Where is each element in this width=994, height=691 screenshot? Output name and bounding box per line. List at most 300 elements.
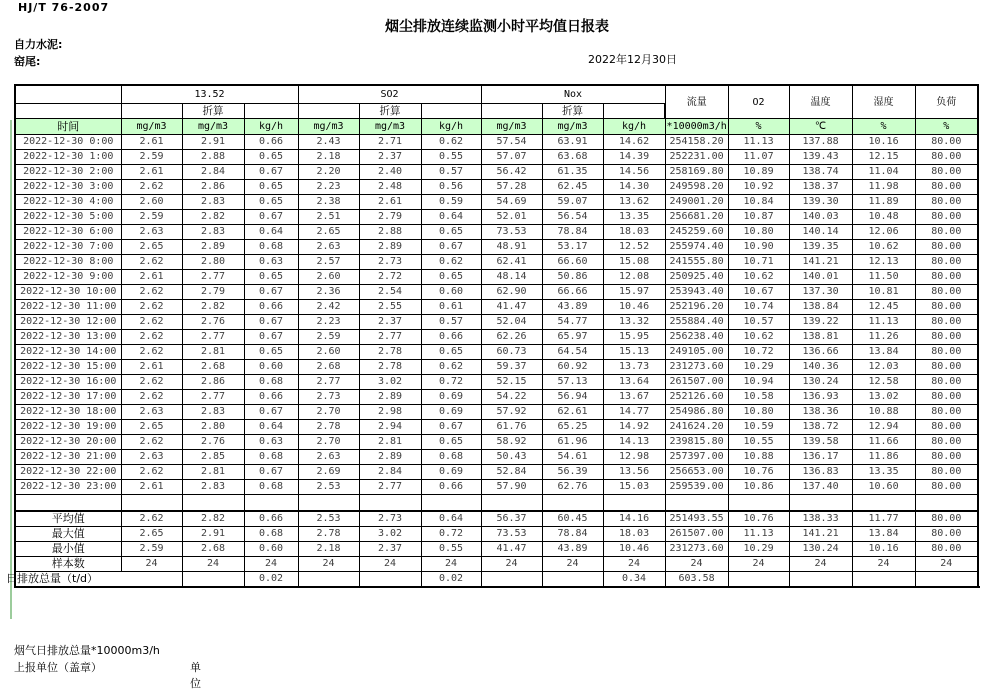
summary-value-cell: 10.16: [852, 541, 915, 556]
units-row: [15, 119, 978, 135]
summary-value-cell: 18.03: [603, 526, 665, 541]
value-cell: 258169.80: [665, 165, 728, 180]
value-cell: 41.47: [481, 300, 542, 315]
value-cell: 80.00: [915, 135, 978, 150]
value-cell: 13.56: [603, 465, 665, 480]
empty-cell: [481, 104, 542, 119]
value-cell: 259539.00: [665, 480, 728, 495]
value-cell: 0.67: [244, 210, 298, 225]
value-cell: 57.90: [481, 480, 542, 495]
unit-cell: *10000m3/h: [665, 119, 728, 135]
value-cell: 13.84: [852, 345, 915, 360]
value-cell: 2.57: [298, 255, 359, 270]
value-cell: 80.00: [915, 285, 978, 300]
value-cell: 2.61: [121, 135, 182, 150]
load-header: 负荷: [915, 85, 978, 119]
value-cell: 2.73: [359, 255, 421, 270]
summary-value-cell: 24: [665, 556, 728, 571]
empty-cell: [15, 104, 121, 119]
value-cell: 136.66: [789, 345, 852, 360]
value-cell: 53.17: [542, 240, 603, 255]
dust-converted-header: 折算: [182, 104, 244, 119]
value-cell: 2.72: [359, 270, 421, 285]
value-cell: 10.60: [852, 480, 915, 495]
value-cell: 11.98: [852, 180, 915, 195]
value-cell: 0.56: [421, 180, 481, 195]
value-cell: 54.69: [481, 195, 542, 210]
unit-cell: kg/h: [421, 119, 481, 135]
value-cell: 61.96: [542, 435, 603, 450]
value-cell: 2.61: [121, 480, 182, 495]
empty-cell: [603, 495, 665, 511]
value-cell: 80.00: [915, 195, 978, 210]
value-cell: 2.55: [359, 300, 421, 315]
value-cell: 2.62: [121, 390, 182, 405]
value-cell: 250925.40: [665, 270, 728, 285]
value-cell: 2.62: [121, 345, 182, 360]
value-cell: 137.30: [789, 285, 852, 300]
time-cell: 2022-12-30 18:00: [15, 405, 121, 420]
unit-label: 单位: [190, 661, 201, 690]
unit-cell: mg/m3: [481, 119, 542, 135]
value-cell: 62.26: [481, 330, 542, 345]
time-cell: 2022-12-30 2:00: [15, 165, 121, 180]
value-cell: 2.59: [121, 150, 182, 165]
summary-value-cell: 24: [603, 556, 665, 571]
time-cell: 2022-12-30 15:00: [15, 360, 121, 375]
value-cell: 2.83: [182, 480, 244, 495]
summary-value-cell: 41.47: [481, 541, 542, 556]
value-cell: 241555.80: [665, 255, 728, 270]
value-cell: 2.60: [121, 195, 182, 210]
o2-header: O2: [728, 85, 789, 119]
value-cell: 11.50: [852, 270, 915, 285]
value-cell: 0.55: [421, 150, 481, 165]
value-cell: 52.15: [481, 375, 542, 390]
value-cell: 141.21: [789, 255, 852, 270]
value-cell: 59.37: [481, 360, 542, 375]
summary-value-cell: 24: [121, 556, 182, 571]
empty-cell: [244, 495, 298, 511]
value-cell: 10.16: [852, 135, 915, 150]
value-cell: 253943.40: [665, 285, 728, 300]
empty-cell: [15, 495, 121, 511]
value-cell: 73.53: [481, 225, 542, 240]
value-cell: 14.62: [603, 135, 665, 150]
value-cell: 2.61: [121, 270, 182, 285]
daily-total-label: 日排放总量（t/d）: [15, 571, 182, 587]
value-cell: 2.23: [298, 315, 359, 330]
daily-total-cell: [298, 571, 359, 587]
time-cell: 2022-12-30 4:00: [15, 195, 121, 210]
time-cell: 2022-12-30 17:00: [15, 390, 121, 405]
value-cell: 139.58: [789, 435, 852, 450]
value-cell: 13.64: [603, 375, 665, 390]
value-cell: 255974.40: [665, 240, 728, 255]
value-cell: 0.66: [421, 330, 481, 345]
summary-value-cell: 60.45: [542, 511, 603, 527]
summary-value-cell: 2.78: [298, 526, 359, 541]
value-cell: 2.62: [121, 315, 182, 330]
value-cell: 14.77: [603, 405, 665, 420]
header-group-row: [15, 85, 978, 104]
value-cell: 64.54: [542, 345, 603, 360]
value-cell: 2.77: [359, 330, 421, 345]
value-cell: 2.63: [121, 405, 182, 420]
value-cell: 2.20: [298, 165, 359, 180]
summary-value-cell: 0.55: [421, 541, 481, 556]
value-cell: 137.40: [789, 480, 852, 495]
value-cell: 136.93: [789, 390, 852, 405]
value-cell: 139.43: [789, 150, 852, 165]
value-cell: 10.92: [728, 180, 789, 195]
value-cell: 2.62: [121, 180, 182, 195]
value-cell: 50.86: [542, 270, 603, 285]
time-header: 时间: [15, 119, 121, 135]
value-cell: 2.37: [359, 315, 421, 330]
value-cell: 63.91: [542, 135, 603, 150]
summary-value-cell: 24: [542, 556, 603, 571]
value-cell: 14.13: [603, 435, 665, 450]
value-cell: 10.80: [728, 225, 789, 240]
value-cell: 54.61: [542, 450, 603, 465]
unit-cell: %: [915, 119, 978, 135]
value-cell: 2.65: [121, 420, 182, 435]
summary-value-cell: 10.46: [603, 541, 665, 556]
value-cell: 2.84: [359, 465, 421, 480]
value-cell: 61.76: [481, 420, 542, 435]
value-cell: 61.35: [542, 165, 603, 180]
value-cell: 0.67: [244, 405, 298, 420]
summary-value-cell: 14.16: [603, 511, 665, 527]
value-cell: 10.94: [728, 375, 789, 390]
value-cell: 58.92: [481, 435, 542, 450]
value-cell: 10.57: [728, 315, 789, 330]
value-cell: 80.00: [915, 435, 978, 450]
summary-value-cell: 24: [244, 556, 298, 571]
value-cell: 14.92: [603, 420, 665, 435]
time-cell: 2022-12-30 3:00: [15, 180, 121, 195]
value-cell: 13.67: [603, 390, 665, 405]
value-cell: 2.62: [121, 465, 182, 480]
summary-label: 平均值: [15, 511, 121, 527]
value-cell: 15.13: [603, 345, 665, 360]
value-cell: 2.91: [182, 135, 244, 150]
unit-cell: ℃: [789, 119, 852, 135]
value-cell: 2.86: [182, 180, 244, 195]
value-cell: 2.60: [298, 345, 359, 360]
value-cell: 60.92: [542, 360, 603, 375]
value-cell: 80.00: [915, 270, 978, 285]
daily-total-cell: 0.02: [244, 571, 298, 587]
value-cell: 252126.60: [665, 390, 728, 405]
value-cell: 0.72: [421, 375, 481, 390]
value-cell: 59.07: [542, 195, 603, 210]
value-cell: 3.02: [359, 375, 421, 390]
value-cell: 80.00: [915, 225, 978, 240]
value-cell: 2.79: [182, 285, 244, 300]
value-cell: 2.83: [182, 195, 244, 210]
value-cell: 2.89: [359, 390, 421, 405]
value-cell: 80.00: [915, 390, 978, 405]
value-cell: 13.73: [603, 360, 665, 375]
value-cell: 0.65: [244, 345, 298, 360]
value-cell: 2.63: [298, 450, 359, 465]
value-cell: 139.22: [789, 315, 852, 330]
summary-value-cell: 0.64: [421, 511, 481, 527]
summary-value-cell: 10.29: [728, 541, 789, 556]
table-row: [15, 300, 978, 315]
summary-value-cell: 80.00: [915, 526, 978, 541]
value-cell: 138.37: [789, 180, 852, 195]
value-cell: 0.65: [244, 180, 298, 195]
value-cell: 2.62: [121, 285, 182, 300]
value-cell: 50.43: [481, 450, 542, 465]
daily-total-cell: [481, 571, 542, 587]
value-cell: 52.84: [481, 465, 542, 480]
summary-value-cell: 2.73: [359, 511, 421, 527]
summary-value-cell: 24: [298, 556, 359, 571]
value-cell: 0.66: [421, 480, 481, 495]
value-cell: 249105.00: [665, 345, 728, 360]
value-cell: 80.00: [915, 450, 978, 465]
summary-value-cell: 251493.55: [665, 511, 728, 527]
value-cell: 2.88: [359, 225, 421, 240]
value-cell: 62.41: [481, 255, 542, 270]
table-row: [15, 390, 978, 405]
value-cell: 57.92: [481, 405, 542, 420]
value-cell: 231273.60: [665, 360, 728, 375]
value-cell: 140.01: [789, 270, 852, 285]
value-cell: 48.91: [481, 240, 542, 255]
spacer-and-summary: [15, 495, 978, 572]
summary-value-cell: 11.77: [852, 511, 915, 527]
time-cell: 2022-12-30 6:00: [15, 225, 121, 240]
nox-converted-header: 折算: [542, 104, 603, 119]
report-unit-line: [14, 659, 201, 690]
value-cell: 2.77: [182, 270, 244, 285]
value-cell: 10.90: [728, 240, 789, 255]
unit-cell: mg/m3: [121, 119, 182, 135]
value-cell: 0.57: [421, 315, 481, 330]
value-cell: 0.69: [421, 405, 481, 420]
time-cell: 2022-12-30 11:00: [15, 300, 121, 315]
value-cell: 0.60: [244, 360, 298, 375]
value-cell: 12.15: [852, 150, 915, 165]
unit-cell: mg/m3: [182, 119, 244, 135]
value-cell: 80.00: [915, 480, 978, 495]
time-cell: 2022-12-30 0:00: [15, 135, 121, 150]
value-cell: 130.24: [789, 375, 852, 390]
value-cell: 10.89: [728, 165, 789, 180]
empty-cell: [915, 495, 978, 511]
value-cell: 249001.20: [665, 195, 728, 210]
summary-value-cell: 0.72: [421, 526, 481, 541]
value-cell: 2.68: [298, 360, 359, 375]
table-row: [15, 135, 978, 150]
value-cell: 2.69: [298, 465, 359, 480]
value-cell: 2.82: [182, 210, 244, 225]
daily-total-cell: [915, 571, 978, 587]
value-cell: 2.88: [182, 150, 244, 165]
table-row: [15, 435, 978, 450]
value-cell: 62.90: [481, 285, 542, 300]
table-row: [15, 315, 978, 330]
unit-cell: mg/m3: [298, 119, 359, 135]
value-cell: 11.04: [852, 165, 915, 180]
value-cell: 0.61: [421, 300, 481, 315]
summary-label: 样本数: [15, 556, 121, 571]
value-cell: 0.65: [244, 270, 298, 285]
value-cell: 11.13: [728, 135, 789, 150]
table-row: [15, 180, 978, 195]
value-cell: 2.61: [121, 360, 182, 375]
value-cell: 2.82: [182, 300, 244, 315]
value-cell: 48.14: [481, 270, 542, 285]
value-cell: 80.00: [915, 360, 978, 375]
value-cell: 2.62: [121, 330, 182, 345]
time-cell: 2022-12-30 19:00: [15, 420, 121, 435]
summary-value-cell: 231273.60: [665, 541, 728, 556]
value-cell: 54.77: [542, 315, 603, 330]
value-cell: 252196.20: [665, 300, 728, 315]
site-label: 窑尾:: [14, 55, 41, 68]
value-cell: 2.62: [121, 255, 182, 270]
left-green-stripe: [10, 120, 12, 619]
value-cell: 2.84: [182, 165, 244, 180]
value-cell: 2.89: [182, 240, 244, 255]
value-cell: 80.00: [915, 345, 978, 360]
value-cell: 257397.00: [665, 450, 728, 465]
report-table: [6, 84, 979, 588]
value-cell: 2.76: [182, 435, 244, 450]
value-cell: 10.87: [728, 210, 789, 225]
value-cell: 80.00: [915, 210, 978, 225]
value-cell: 56.42: [481, 165, 542, 180]
value-cell: 80.00: [915, 375, 978, 390]
table-row: [15, 210, 978, 225]
flow-header: 流量: [665, 85, 728, 119]
value-cell: 136.17: [789, 450, 852, 465]
empty-cell: [852, 495, 915, 511]
value-cell: 10.46: [603, 300, 665, 315]
so2-converted-header: 折算: [359, 104, 421, 119]
value-cell: 52.01: [481, 210, 542, 225]
value-cell: 0.64: [244, 420, 298, 435]
value-cell: 254158.20: [665, 135, 728, 150]
value-cell: 12.13: [852, 255, 915, 270]
summary-label: 最小值: [15, 541, 121, 556]
corner-cell: [15, 85, 121, 104]
value-cell: 10.62: [728, 330, 789, 345]
table-row: [15, 405, 978, 420]
summary-value-cell: 130.24: [789, 541, 852, 556]
value-cell: 0.65: [244, 150, 298, 165]
page-title: 烟尘排放连续监测小时平均值日报表: [385, 19, 609, 35]
unit-cell: mg/m3: [542, 119, 603, 135]
summary-value-cell: 10.76: [728, 511, 789, 527]
value-cell: 2.73: [298, 390, 359, 405]
summary-value-cell: 2.59: [121, 541, 182, 556]
value-cell: 65.97: [542, 330, 603, 345]
value-cell: 249598.20: [665, 180, 728, 195]
value-cell: 136.83: [789, 465, 852, 480]
value-cell: 0.67: [244, 285, 298, 300]
value-cell: 261507.00: [665, 375, 728, 390]
time-cell: 2022-12-30 5:00: [15, 210, 121, 225]
value-cell: 2.48: [359, 180, 421, 195]
summary-value-cell: 2.65: [121, 526, 182, 541]
value-cell: 0.67: [421, 420, 481, 435]
time-cell: 2022-12-30 21:00: [15, 450, 121, 465]
value-cell: 13.62: [603, 195, 665, 210]
value-cell: 2.78: [359, 360, 421, 375]
report-unit-label: 上报单位（盖章）: [14, 661, 102, 674]
value-cell: 0.65: [421, 345, 481, 360]
value-cell: 11.89: [852, 195, 915, 210]
unit-cell: %: [728, 119, 789, 135]
summary-value-cell: 24: [359, 556, 421, 571]
value-cell: 2.65: [298, 225, 359, 240]
value-cell: 2.81: [182, 345, 244, 360]
value-cell: 0.67: [244, 330, 298, 345]
value-cell: 56.54: [542, 210, 603, 225]
daily-total-cell: [852, 571, 915, 587]
value-cell: 10.76: [728, 465, 789, 480]
time-cell: 2022-12-30 10:00: [15, 285, 121, 300]
empty-cell: [298, 495, 359, 511]
table-row: [15, 240, 978, 255]
summary-value-cell: 24: [728, 556, 789, 571]
value-cell: 0.62: [421, 255, 481, 270]
value-cell: 138.72: [789, 420, 852, 435]
value-cell: 12.03: [852, 360, 915, 375]
value-cell: 255884.40: [665, 315, 728, 330]
summary-value-cell: 43.89: [542, 541, 603, 556]
value-cell: 2.59: [121, 210, 182, 225]
value-cell: 0.68: [421, 450, 481, 465]
summary-value-cell: 73.53: [481, 526, 542, 541]
value-cell: 10.62: [728, 270, 789, 285]
value-cell: 0.67: [244, 165, 298, 180]
summary-row: [15, 511, 978, 527]
value-cell: 0.64: [244, 225, 298, 240]
table-row: [15, 360, 978, 375]
value-cell: 15.97: [603, 285, 665, 300]
value-cell: 13.35: [852, 465, 915, 480]
time-cell: 2022-12-30 16:00: [15, 375, 121, 390]
value-cell: 12.98: [603, 450, 665, 465]
summary-value-cell: 24: [182, 556, 244, 571]
value-cell: 11.07: [728, 150, 789, 165]
empty-cell: [121, 104, 182, 119]
empty-cell: [789, 495, 852, 511]
value-cell: 57.28: [481, 180, 542, 195]
value-cell: 12.52: [603, 240, 665, 255]
value-cell: 2.23: [298, 180, 359, 195]
value-cell: 54.22: [481, 390, 542, 405]
time-cell: 2022-12-30 12:00: [15, 315, 121, 330]
value-cell: 2.60: [298, 270, 359, 285]
empty-cell: [603, 104, 665, 119]
value-cell: 57.07: [481, 150, 542, 165]
empty-cell: [728, 495, 789, 511]
table-row: [15, 225, 978, 240]
summary-label: 最大值: [15, 526, 121, 541]
table-row: [15, 330, 978, 345]
summary-value-cell: 80.00: [915, 511, 978, 527]
value-cell: 2.89: [359, 240, 421, 255]
